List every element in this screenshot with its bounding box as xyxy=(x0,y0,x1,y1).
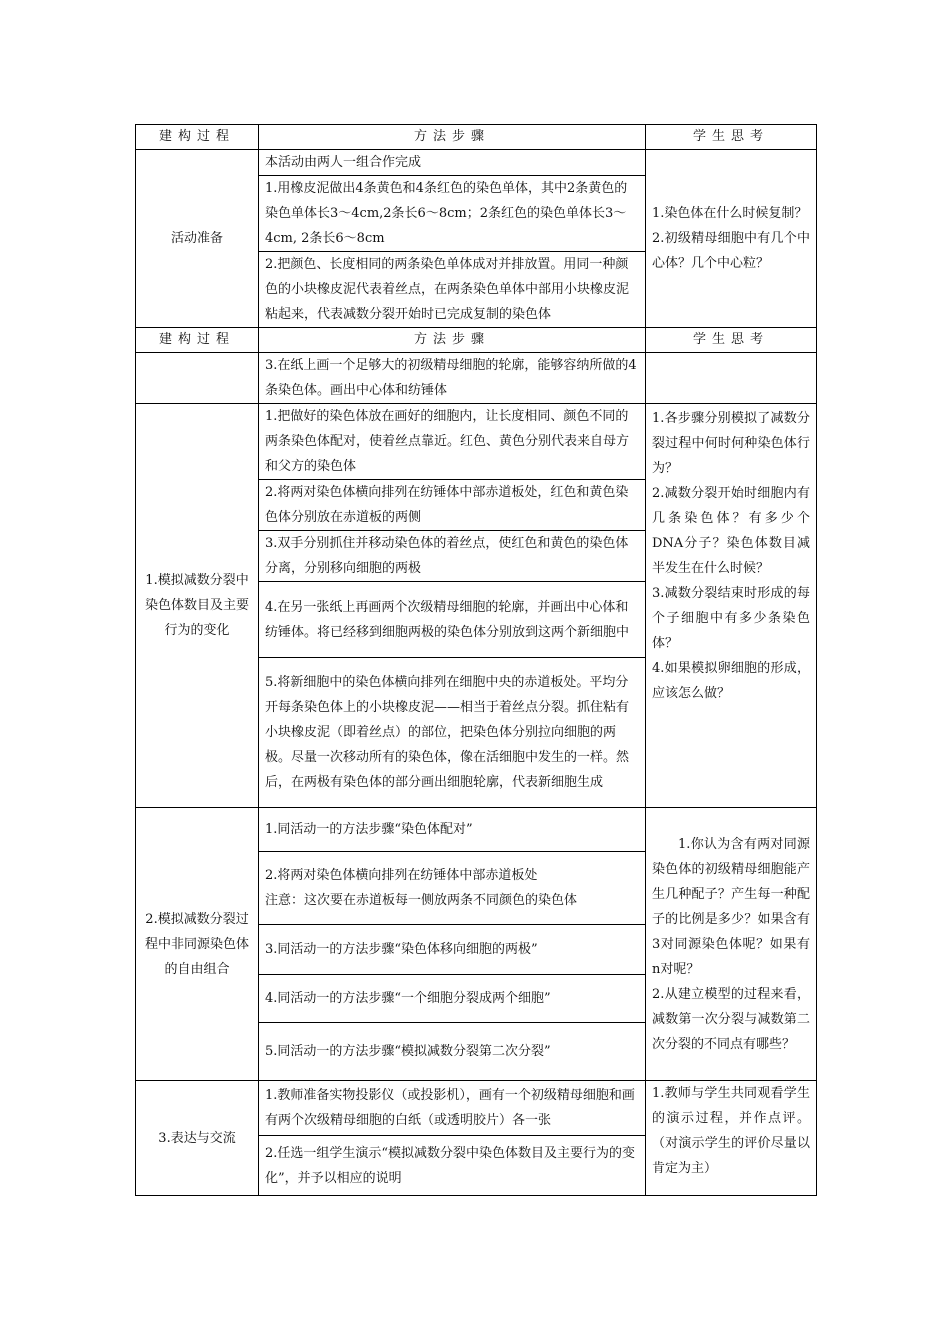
header-thinking-repeat: 学生思考 xyxy=(646,328,817,353)
act2-step-1: 1.同活动一的方法步骤“染色体配对” xyxy=(259,808,646,852)
act2-step-4: 4.同活动一的方法步骤“一个细胞分裂成两个细胞” xyxy=(259,975,646,1023)
activity-table xyxy=(135,124,817,1196)
header-process: 建构过程 xyxy=(136,125,259,150)
prep-thinking xyxy=(646,150,817,328)
header-row-repeat xyxy=(136,328,817,353)
header-method-repeat: 方法步骤 xyxy=(259,328,646,353)
act1-thinking xyxy=(646,404,817,808)
act3-step-1: 1.教师准备实物投影仪（或投影机），画有一个初级精母细胞和画有两个次级精母细胞的白纸（或透明胶片）各一张 xyxy=(259,1081,646,1136)
act1-thinking-2: 2.减数分裂开始时细胞内有几条染色体？有多少个DNA分子？染色体数目减半发生在什么时候？ xyxy=(652,486,810,576)
prep-title: 活动准备 xyxy=(136,150,259,328)
act1-row-1 xyxy=(136,404,817,480)
act3-thinking xyxy=(646,1081,817,1196)
act2-step-5: 5.同活动一的方法步骤“模拟减数分裂第二次分裂” xyxy=(259,1023,646,1081)
act2-step-3: 3.同活动一的方法步骤“染色体移向细胞的两极” xyxy=(259,925,646,975)
act3-title: 3.表达与交流 xyxy=(136,1081,259,1196)
act2-title: 2.模拟减数分裂过程中非同源染色体的自由组合 xyxy=(136,808,259,1081)
act1-step-3: 3.双手分别抓住并移动染色体的着丝点，使红色和黄色的染色体分离，分别移向细胞的两极 xyxy=(259,531,646,582)
header-thinking: 学生思考 xyxy=(646,125,817,150)
prep-cont-empty xyxy=(136,353,259,404)
act2-step-2-note: 注意：这次要在赤道板每一侧放两条不同颜色的染色体 xyxy=(265,893,578,908)
act3-thinking-1: 1.教师与学生共同观看学生的演示过程，并作点评。（对演示学生的评价尽量以肯定为主） xyxy=(652,1086,810,1176)
act2-step-2-text: 2.将两对染色体横向排列在纺锤体中部赤道板处 xyxy=(265,868,538,883)
act3-step-2: 2.任选一组学生演示“模拟减数分裂中染色体数目及主要行为的变化”，并予以相应的说明 xyxy=(259,1136,646,1196)
header-process-repeat: 建构过程 xyxy=(136,328,259,353)
act1-thinking-4: 4.如果模拟卵细胞的形成，应该怎么做？ xyxy=(652,661,810,701)
act2-thinking-2: 2.从建立模型的过程来看，减数第一次分裂与减数第二次分裂的不同点有哪些？ xyxy=(652,986,810,1052)
act1-thinking-1: 1.各步骤分别模拟了减数分裂过程中何时何种染色体行为？ xyxy=(652,411,810,476)
prep-cont-row xyxy=(136,353,817,404)
act2-step-2 xyxy=(259,852,646,925)
act1-step-1: 1.把做好的染色体放在画好的细胞内，让长度相同、颜色不同的两条染色体配对，使着丝点靠近。红色、黄色分别代表来自母方和父方的染色体 xyxy=(259,404,646,480)
act1-thinking-3: 3.减数分裂结束时形成的每个子细胞中有多少条染色体？ xyxy=(652,586,810,651)
act1-title: 1.模拟减数分裂中染色体数目及主要行为的变化 xyxy=(136,404,259,808)
prep-thinking-2: 2.初级精母细胞中有几个中心体？几个中心粒？ xyxy=(652,231,810,271)
act2-thinking-1: 1.你认为含有两对同源染色体的初级精母细胞能产生几种配子？产生每一种配子的比例是多少？如果含有3对同源染色体呢？如果有n对呢？ xyxy=(652,836,810,977)
act2-thinking xyxy=(646,808,817,1081)
act1-step-4: 4.在另一张纸上再画两个次级精母细胞的轮廓，并画出中心体和纺锤体。将已经移到细胞两极的染色体分别放到这两个新细胞中 xyxy=(259,582,646,658)
act2-row-1 xyxy=(136,808,817,852)
act1-step-2: 2.将两对染色体横向排列在纺锤体中部赤道板处，红色和黄色染色体分别放在赤道板的两侧 xyxy=(259,480,646,531)
prep-thinking-1: 1.染色体在什么时候复制？ xyxy=(652,206,808,221)
prep-cont-thinking-empty xyxy=(646,353,817,404)
act1-step-5: 5.将新细胞中的染色体横向排列在细胞中央的赤道板处。平均分开每条染色体上的小块橡皮泥——相当于着丝点分裂。抓住粘有小块橡皮泥（即着丝点）的部位，把染色体分别拉向细胞的两极。尽量一次移动所有的染色体，像在活细胞中发生的一样。然后，在两极有染色体的部分画出细胞轮廓，代表新细胞生成 xyxy=(259,658,646,808)
prep-step-2: 2.把颜色、长度相同的两条染色单体成对并排放置。用同一种颜色的小块橡皮泥代表着丝点，在两条染色单体中部用小块橡皮泥粘起来，代表减数分裂开始时已完成复制的染色体 xyxy=(259,252,646,328)
header-method: 方法步骤 xyxy=(259,125,646,150)
prep-step-intro: 本活动由两人一组合作完成 xyxy=(259,150,646,176)
prep-step-3: 3.在纸上画一个足够大的初级精母细胞的轮廓，能够容纳所做的4条染色体。画出中心体和纺锤体 xyxy=(259,353,646,404)
act3-row-1 xyxy=(136,1081,817,1136)
prep-row-1 xyxy=(136,150,817,176)
header-row xyxy=(136,125,817,150)
prep-step-1: 1.用橡皮泥做出4条黄色和4条红色的染色单体，其中2条黄色的染色单体长3～4cm,2条长6～8cm；2条红色的染色单体长3～4cm, 2条长6～8cm xyxy=(259,176,646,252)
